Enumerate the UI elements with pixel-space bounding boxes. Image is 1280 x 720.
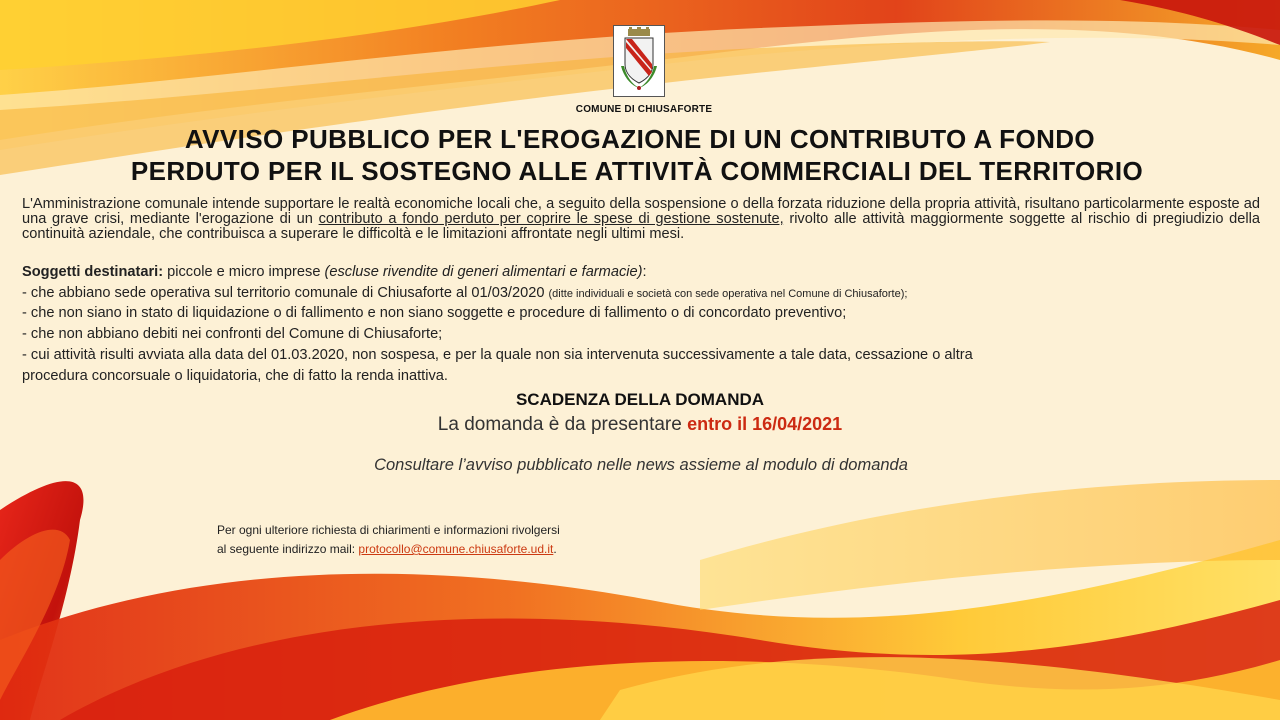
contact-end: . — [553, 542, 557, 556]
recipients-label: Soggetti destinatari: — [22, 264, 164, 280]
criteria-note: (ditte individuali e società con sede operativa nel Comune di Chiusaforte); — [548, 288, 908, 300]
criteria-item: - cui attività risulti avviata alla data del 01.03.2020, non sospesa, e per la quale non sia intervenuta successivamente a tale data, cessazione o altra — [22, 347, 973, 363]
intro-text-part1: L'Amministrazione comunale intende supportare le realtà economiche locali che, a seguito della sospensione o della forzata riduzione della propria attività, risultano particolarmente esposte ad una grave crisi, mediante l'erogazione di un — [22, 196, 1260, 227]
criteria-item — [22, 285, 907, 301]
criteria-item: - che non abbiano debiti nei confronti del Comune di Chiusaforte; — [22, 326, 443, 342]
intro-paragraph — [22, 197, 1260, 242]
contact-label: al seguente indirizzo mail: — [217, 542, 359, 556]
criteria-item-continued: procedura concorsuale o liquidatoria, che di fatto la renda inattiva. — [22, 368, 448, 384]
criteria-item: - che non siano in stato di liquidazione o di fallimento e non siano soggette e procedure di fallimento o di concordato preventivo; — [22, 305, 847, 321]
deadline-date: entro il 16/04/2021 — [687, 414, 843, 434]
page-title-line2: PERDUTO PER IL SOSTEGNO ALLE ATTIVITÀ COMMERCIALI DEL TERRITORIO — [130, 156, 1144, 186]
intro-underlined-text: contributo a fondo perduto per coprire le spese di gestione sostenute, — [318, 211, 784, 227]
recipients-text: piccole e micro imprese — [163, 264, 325, 280]
coat-of-arms-icon — [614, 26, 664, 96]
consult-notice: Consultare l’avviso pubblicato nelle news assieme al modulo di domanda — [374, 456, 908, 474]
recipients-colon: : — [642, 264, 647, 280]
deadline-text: La domanda è da presentare — [437, 414, 688, 435]
recipients-note: (escluse rivendite di generi alimentari e farmacie) — [324, 264, 643, 280]
municipality-logo — [613, 25, 665, 97]
criteria-text: - che abbiano sede operativa sul territorio comunale di Chiusaforte al 01/03/2020 — [22, 285, 549, 301]
contact-email-link[interactable]: protocollo@comune.chiusaforte.ud.it — [358, 542, 554, 556]
deadline-heading: SCADENZA DELLA DOMANDA — [515, 390, 765, 409]
contact-line1: Per ogni ulteriore richiesta di chiarimenti e informazioni rivolgersi — [217, 523, 560, 537]
contact-line2 — [217, 540, 560, 559]
deadline-line — [0, 414, 1280, 436]
intro-text-part2: rivolto alle attività maggiormente soggette al rischio di pregiudizio della continuità aziendale, che contribuisca a superare le difficoltà e le limitazioni affrontate negli ultimi mesi. — [22, 211, 1260, 242]
contact-info — [217, 521, 560, 559]
recipients-line — [22, 264, 647, 280]
municipality-name: COMUNE DI CHIUSAFORTE — [575, 104, 713, 115]
page-title-line1: AVVISO PUBBLICO PER L'EROGAZIONE DI UN CONTRIBUTO A FONDO — [184, 124, 1096, 154]
